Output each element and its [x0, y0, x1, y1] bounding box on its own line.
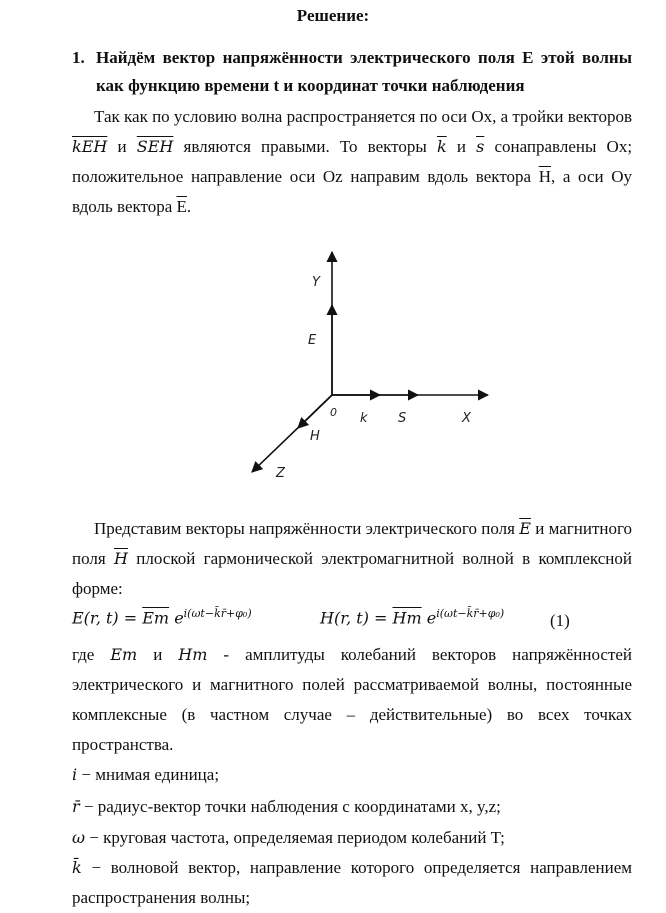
vector-H: $\overline{H}$ [538, 167, 551, 186]
y-label: Y [312, 275, 320, 290]
complex-form-paragraph: Представим векторы напряжённости электрического поля $\overline{E}$ и магнитного поля $\overline{H}$ плоской гармонической электромагнитной волной в комплексной форме: [72, 519, 633, 598]
vector-E: $\overline{E}$ [519, 519, 531, 538]
k-label: k [360, 411, 368, 426]
s-label: S [398, 411, 407, 426]
intro-paragraph: Так как по условию волна распространяется по оси Ox, а тройки векторов $\overline{kEH}$ и $\overline{SEH}$ являются правыми. То векторы $\overline{k}$ и $\overline{s}$ сонаправлены Ox; положительное направление оси Oz направим вдоль вектора $\overline{H}$, а оси Oy вдоль вектора $\overline{E}$. [72, 107, 633, 216]
h-field-formula: H(r, $t) = \overline{Hm}$ $e^{i(\omega t-k̄r̄+\varphi_0)}$ [320, 607, 505, 628]
h-label: H [310, 429, 320, 444]
def-k: k̄ − волновой вектор, направление которого определяется направлением распространения волны; [72, 858, 633, 907]
vector-triple-kEH: $\overline{kEH}$ [72, 137, 108, 156]
axes-diagram [240, 240, 500, 490]
equation-number: (1) [550, 611, 570, 630]
vector-H: $\overline{H}$ [114, 549, 128, 568]
vector-E: $\overline{E}$ [176, 197, 187, 216]
vector-k: $\overline{k}$ [436, 137, 447, 156]
def-i: i − мнимая единица; [72, 765, 220, 784]
z-label: Z [276, 466, 285, 481]
vector-s: $\overline{s}$ [476, 137, 485, 156]
e-label: E [308, 333, 317, 348]
origin-label: 0 [330, 406, 337, 419]
h-vector [298, 395, 332, 428]
section-number: 1. [72, 48, 85, 67]
def-omega: ω − круговая частота, определяемая периодом колебаний T; [72, 828, 505, 847]
x-label: X [462, 411, 471, 426]
amplitudes-definition: где Em и Hm - амплитуды колебаний векторов напряжённостей электрического и магнитного полей рассматриваемой волны, постоянные комплексные (в частном случае – действительные) во всех точках пространства. [72, 645, 633, 754]
def-r: r̄ − радиус-вектор точки наблюдения с координатами x, y,z; [72, 797, 501, 816]
vector-triple-SEH: $\overline{SEH}$ [136, 137, 174, 156]
section-title: Найдём вектор напряжённости электрического поля E этой волны как функцию времени t и координат точки наблюдения [96, 48, 632, 95]
section-heading [72, 44, 632, 100]
solution-heading: Решение: [296, 6, 370, 25]
e-field-formula: E(r, $t) = \overline{Em}$ $e^{i(\omega t-k̄r̄+\varphi_0)}$ [72, 607, 252, 628]
formula-1 [72, 603, 632, 637]
